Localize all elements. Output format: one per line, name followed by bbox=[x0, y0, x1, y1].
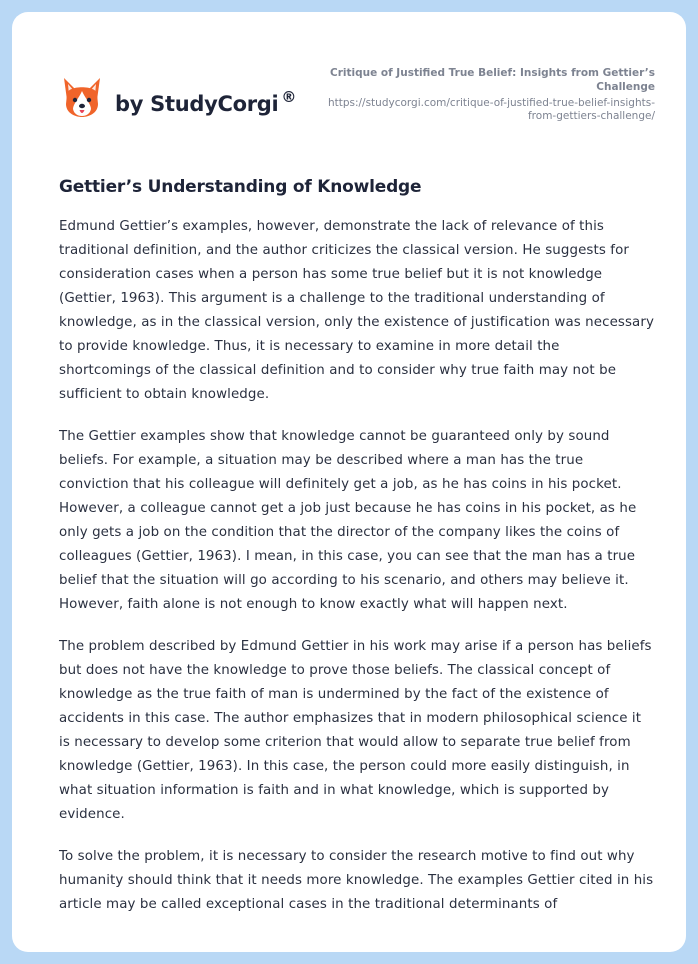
page-card bbox=[12, 12, 686, 952]
paragraph: The problem described by Edmund Gettier in his work may arise if a person has beliefs but does not have the knowledge to prove those beliefs. The classical concept of knowledge as the true faith of man is undermined by the fact of the existence of accidents in this case. The author emphasizes that in modern philosophical science it is necessary to develop some criterion that would allow to separate true belief from knowledge (Gettier, 1963). In this case, the person could more easily distinguish, in what situation information is faith and in what knowledge, which is supported by evidence. bbox=[59, 639, 652, 822]
essay-url-link[interactable]: https://studycorgi.com/critique-of-justified-true-belief-insights-from-gettiers-challenge/ bbox=[327, 97, 655, 122]
corgi-head-icon bbox=[61, 76, 103, 122]
essay-title: Critique of Justified True Belief: Insights from Gettier’s Challenge bbox=[330, 67, 655, 93]
article-heading: Gettier’s Understanding of Knowledge bbox=[59, 177, 422, 197]
paragraph: Edmund Gettier’s examples, however, demonstrate the lack of relevance of this traditional definition, and the author criticizes the classical version. He suggests for consideration cases when a person has some true belief but it is not knowledge (Gettier, 1963). This argument is a challenge to the traditional understanding of knowledge, as in the classical version, only the existence of justification was necessary to provide knowledge. Thus, it is necessary to examine in more detail the shortcomings of the classical definition and to consider why true faith may not be sufficient to obtain knowledge. bbox=[59, 219, 654, 402]
page-header bbox=[12, 12, 686, 162]
paragraph: The Gettier examples show that knowledge cannot be guaranteed only by sound beliefs. For example, a situation may be described where a man has the true conviction that his colleague will definitely get a job, as he has coins in his pocket. However, a colleague cannot get a job just because he has coins in his pocket, as he only gets a job on the condition that the director of the company likes the coins of colleagues (Gettier, 1963). I mean, in this case, you can see that the man has a true belief that the situation will go according to his scenario, and others may believe it. However, faith alone is not enough to know exactly what will happen next. bbox=[59, 429, 637, 612]
studycorgi-logo[interactable] bbox=[61, 76, 296, 122]
article-body bbox=[59, 175, 655, 935]
essay-meta bbox=[325, 66, 655, 123]
paragraph: To solve the problem, it is necessary to consider the research motive to find out why humanity should think that it needs more knowledge. The examples Gettier cited in his article may be called exceptional cases in the traditional determinants of bbox=[59, 849, 654, 912]
registered-mark: ® bbox=[281, 88, 297, 106]
brand-name: by StudyCorgi ® bbox=[115, 88, 297, 116]
